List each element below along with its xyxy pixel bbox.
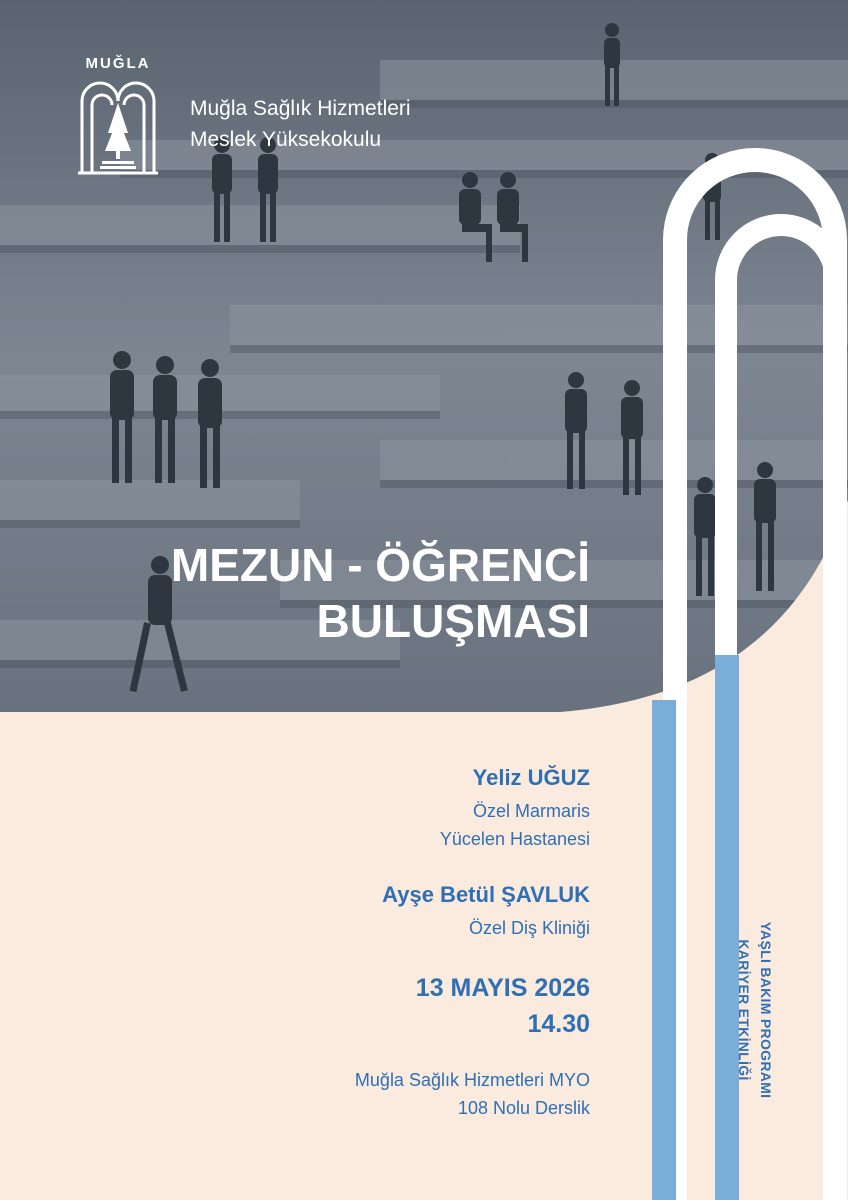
speaker-1-org-line1: Özel Marmaris	[472, 801, 590, 821]
logo-wordmark: MUĞLA	[85, 55, 151, 72]
title-line2: BULUŞMASI	[316, 595, 590, 647]
event-place	[200, 1066, 590, 1122]
event-place-line1: Muğla Sağlık Hizmetleri MYO	[354, 1070, 590, 1090]
event-title	[40, 537, 590, 649]
event-date: 13 MAYIS 2026	[415, 974, 590, 1002]
side-label-line2: KARİYER ETKİNLİĞİ	[736, 939, 752, 1081]
institution-name	[190, 93, 411, 155]
speaker-2	[200, 882, 590, 942]
speaker-2-name: Ayşe Betül ŞAVLUK	[382, 882, 590, 907]
event-place-line2: 108 Nolu Derslik	[457, 1098, 590, 1118]
program-side-label	[723, 880, 777, 1140]
institution-line2: Meslek Yüksekokulu	[190, 128, 382, 151]
event-datetime	[200, 970, 590, 1042]
speaker-2-org-line1: Özel Diş Kliniği	[468, 918, 590, 938]
speaker-1-name: Yeliz UĞUZ	[472, 765, 590, 790]
speaker-1	[200, 765, 590, 853]
event-time: 14.30	[527, 1010, 590, 1038]
institution-line1: Muğla Sağlık Hizmetleri	[190, 97, 411, 120]
blue-stripe-left	[652, 700, 676, 1200]
university-logo	[72, 55, 164, 190]
university-logo-icon	[72, 73, 164, 189]
title-line1: MEZUN - ÖĞRENCİ	[170, 539, 590, 591]
side-label-line1: YAŞLI BAKIM PROGRAMI	[758, 921, 774, 1099]
speaker-1-org-line2: Yücelen Hastanesi	[439, 829, 590, 849]
